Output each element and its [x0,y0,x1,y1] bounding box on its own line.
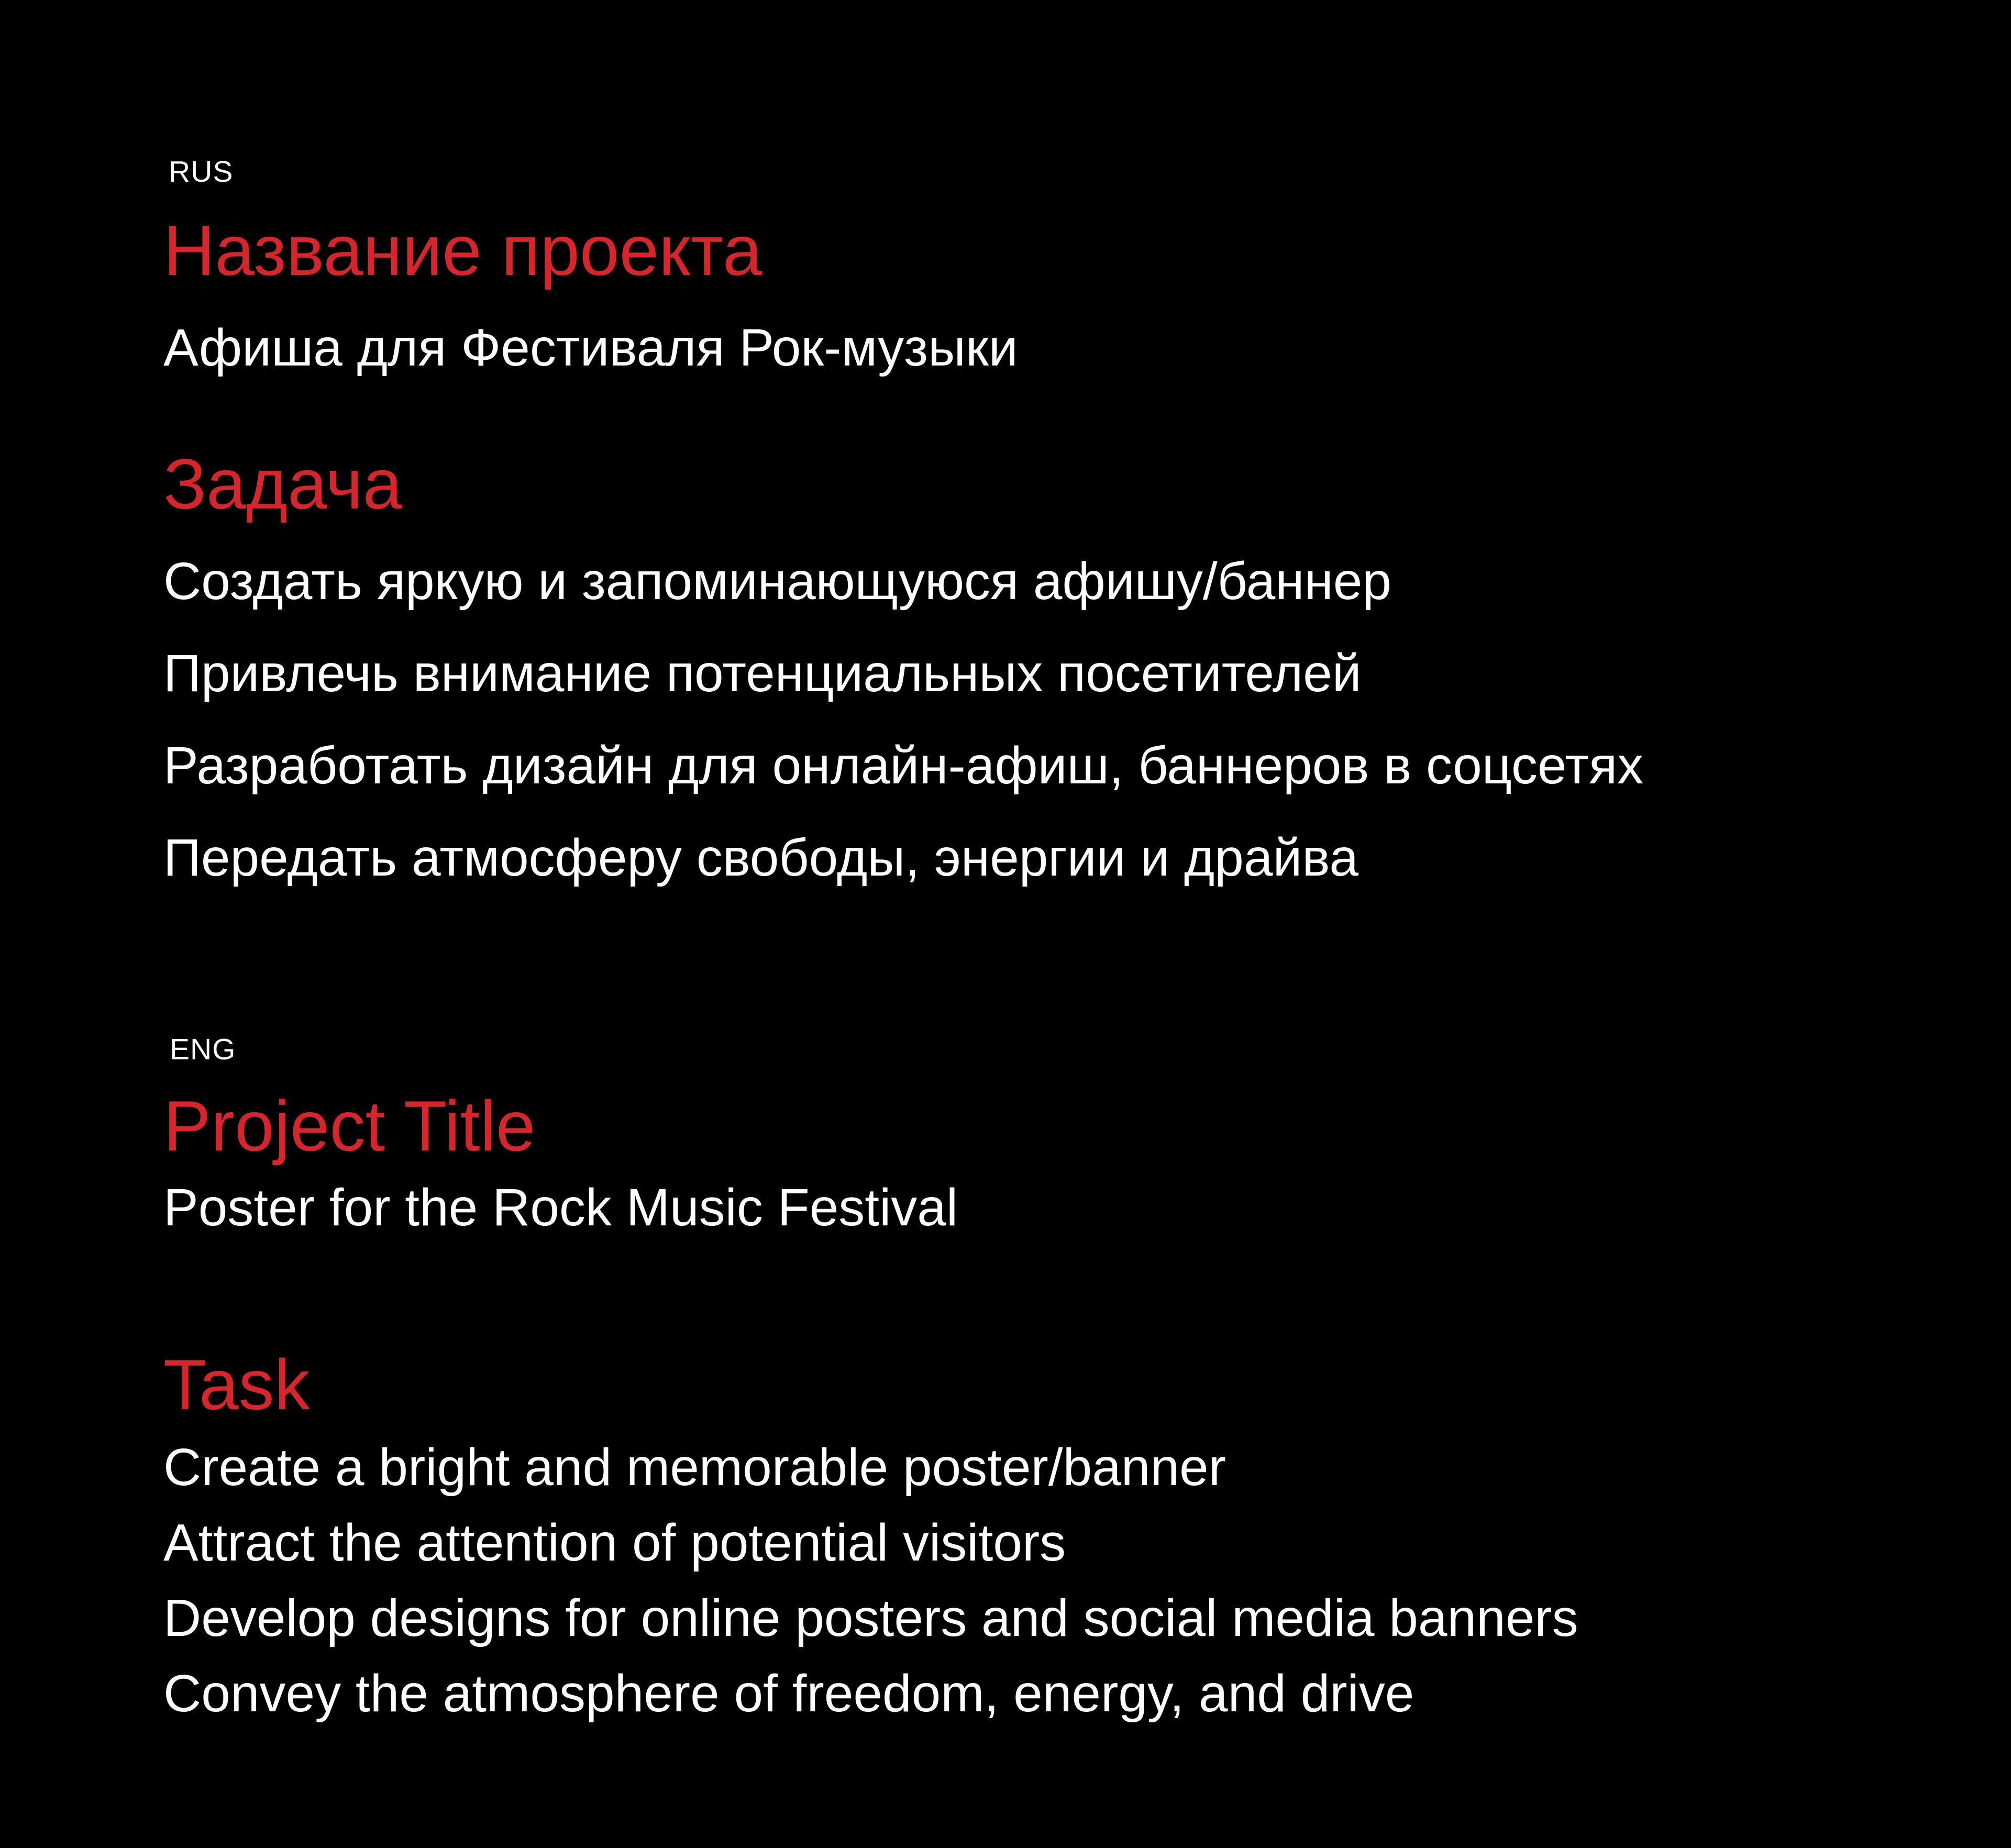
eng-project-title-heading: Project Title [163,1086,536,1166]
rus-task-item: Создать яркую и запоминающуюся афишу/баннер [163,552,1391,611]
eng-task-item: Develop designs for online posters and social media banners [163,1589,1578,1647]
rus-project-title-heading: Название проекта [163,211,763,290]
rus-language-label: RUS [169,155,234,189]
rus-task-item: Передать атмосферу свободы, энергии и драйва [163,828,1358,887]
eng-task-heading: Task [163,1345,310,1424]
eng-task-item: Convey the atmosphere of freedom, energy, and drive [163,1664,1415,1723]
eng-language-label: ENG [170,1033,236,1066]
rus-task-item: Привлечь внимание потенциальных посетителей [163,644,1362,703]
eng-project-title-value: Poster for the Rock Music Festival [163,1178,958,1237]
eng-task-item: Attract the attention of potential visitors [163,1513,1066,1572]
rus-task-heading: Задача [163,444,403,524]
rus-project-title-value: Афиша для Фестиваля Рок-музыки [163,318,1018,377]
eng-task-item: Create a bright and memorable poster/banner [163,1438,1226,1497]
rus-task-item: Разработать дизайн для онлайн-афиш, баннеров в соцсетях [163,736,1644,795]
